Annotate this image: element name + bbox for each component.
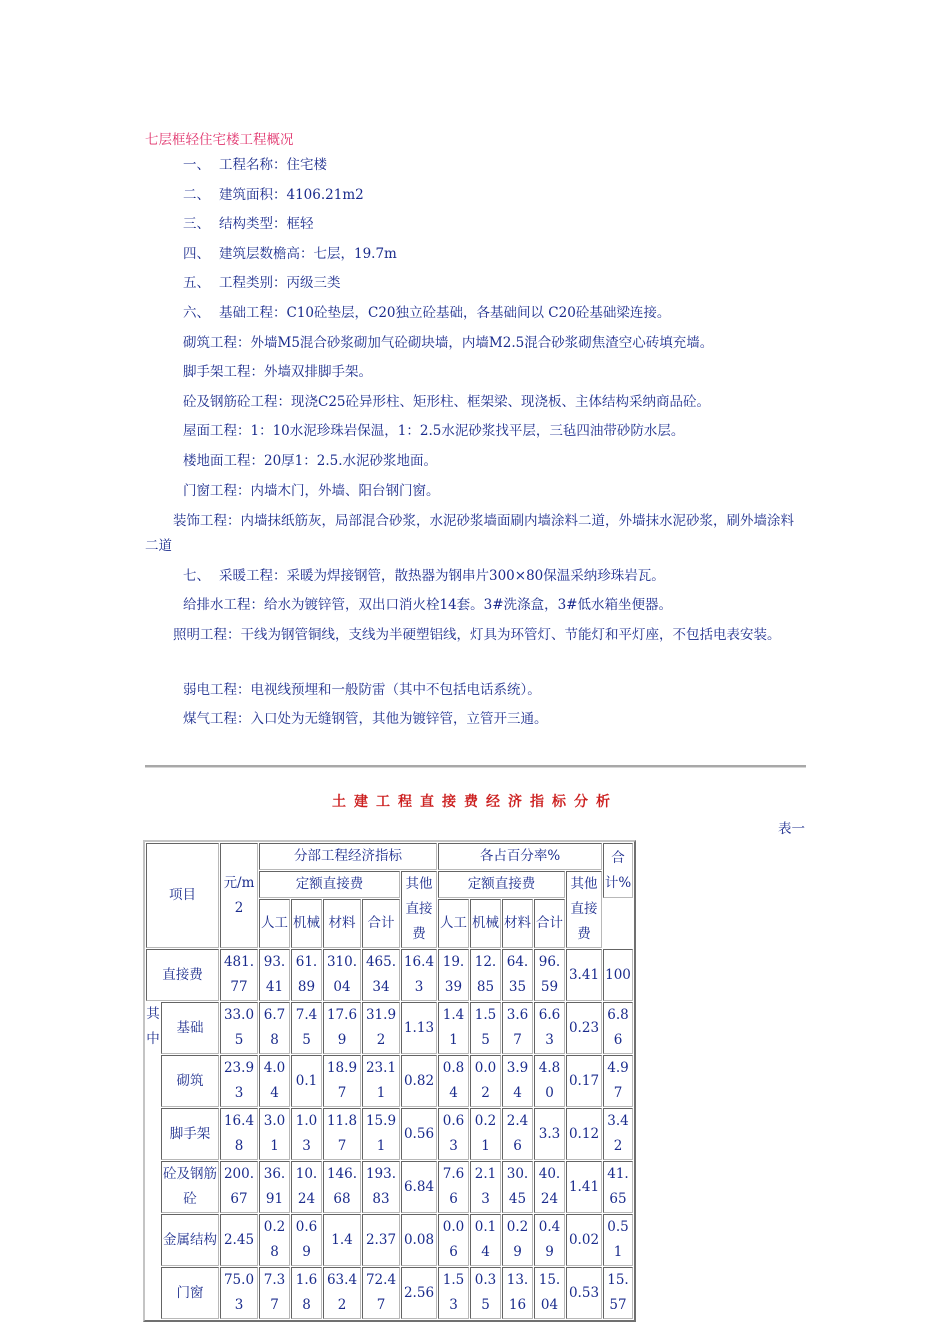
overview-item (145, 331, 805, 356)
table-cell: 4.80 (534, 1055, 565, 1107)
item-text: 照明工程：干线为钢管铜线，支线为半硬塑铝线，灯具为环管灯、节能灯和平灯座，不包括电表安装。 (173, 627, 781, 643)
overview-item (145, 153, 805, 178)
table-cell: 7.66 (438, 1161, 469, 1213)
item-text: 结构类型：框轻 (219, 216, 314, 232)
economic-index-table (143, 840, 636, 1322)
table-cell: 2.45 (220, 1214, 258, 1266)
horizontal-divider (145, 765, 806, 768)
item-text: 工程名称：住宅楼 (219, 157, 327, 173)
row-label: 直接费 (146, 949, 219, 1001)
table-row (146, 1002, 633, 1054)
table-cell: 2.46 (502, 1108, 533, 1160)
table-cell: 6.63 (534, 1002, 565, 1054)
document-title: 七层框轻住宅楼工程概况 (145, 132, 294, 148)
side-label: 其中 (146, 1006, 160, 1047)
table-cell: 465.34 (362, 949, 400, 1001)
table-row (146, 1108, 633, 1160)
table-cell: 3.01 (259, 1108, 290, 1160)
table-cell: 0.56 (401, 1108, 437, 1160)
item-text: 屋面工程：1：10水泥珍珠岩保温，1：2.5水泥砂浆找平层，三毡四油带砂防水层。 (183, 423, 685, 439)
item-number: 三、 (183, 216, 210, 232)
table-cell: 200.67 (220, 1161, 258, 1213)
item-text: 煤气工程：入口处为无缝钢管，其他为镀锌管，立管开三通。 (183, 711, 548, 727)
table-cell: 0.08 (401, 1214, 437, 1266)
table-cell: 0.17 (566, 1055, 602, 1107)
table-cell: 0.69 (291, 1214, 322, 1266)
table-cell: 23.11 (362, 1055, 400, 1107)
table-cell: 13.16 (502, 1267, 533, 1319)
table-cell: 18.97 (323, 1055, 361, 1107)
table-cell: 36.91 (259, 1161, 290, 1213)
table-cell: 6.86 (603, 1002, 633, 1054)
header-machine: 机械 (470, 899, 501, 948)
table-cell: 96.59 (534, 949, 565, 1001)
table-cell: 3.42 (603, 1108, 633, 1160)
table-cell: 0.63 (438, 1108, 469, 1160)
item-text: 建筑层数檐高：七层，19.7m (219, 246, 397, 262)
table-cell: 4.97 (603, 1055, 633, 1107)
table-cell: 7.45 (291, 1002, 322, 1054)
table-cell: 1.53 (438, 1267, 469, 1319)
overview-item (145, 678, 805, 703)
table-reference: 表一 (778, 821, 805, 837)
item-text: 工程类别：丙级三类 (219, 275, 341, 291)
header-labor: 人工 (259, 899, 290, 948)
table-row (146, 949, 633, 1001)
table-cell: 63.42 (323, 1267, 361, 1319)
header-subtotal: 合计 (362, 899, 400, 948)
table-row (146, 1161, 633, 1213)
item-text: 采暖工程：采暖为焊接钢管，散热器为钢串片300×80保温采纳珍珠岩瓦。 (219, 568, 665, 584)
table-cell: 93.41 (259, 949, 290, 1001)
overview-item (145, 360, 805, 385)
overview-item (145, 593, 805, 618)
header-unit: 元/m2 (220, 843, 258, 948)
table-cell: 40.24 (534, 1161, 565, 1213)
item-text: 砌筑工程：外墙M5混合砂浆砌加气砼砌块墙，内墙M2.5混合砂浆砌焦渣空心砖填充墙。 (183, 335, 714, 351)
row-label: 基础 (161, 1002, 219, 1054)
table-cell: 7.37 (259, 1267, 290, 1319)
table-cell: 310.04 (323, 949, 361, 1001)
table-cell: 0.29 (502, 1214, 533, 1266)
table-cell: 1.41 (566, 1161, 602, 1213)
table-cell: 61.89 (291, 949, 322, 1001)
overview-item (145, 419, 805, 444)
table-cell: 6.78 (259, 1002, 290, 1054)
row-label: 砌筑 (161, 1055, 219, 1107)
header-group-index: 分部工程经济指标 (259, 843, 437, 870)
item-number: 二、 (183, 187, 210, 203)
item-text: 给排水工程：给水为镀锌管，双出口消火栓14套。3#洗涤盒，3#低水箱坐便器。 (183, 597, 672, 613)
table-cell: 1.4 (323, 1214, 361, 1266)
table-cell: 146.68 (323, 1161, 361, 1213)
header-labor: 人工 (438, 899, 469, 948)
header-machine: 机械 (291, 899, 322, 948)
item-number: 一、 (183, 157, 210, 173)
table-cell: 2.56 (401, 1267, 437, 1319)
table-cell: 0.12 (566, 1108, 602, 1160)
item-text: 脚手架工程：外墙双排脚手架。 (183, 364, 372, 380)
item-number: 四、 (183, 246, 210, 262)
item-text: 基础工程：C10砼垫层，C20独立砼基础，各基础间以 C20砼基础梁连接。 (219, 305, 671, 321)
table-cell: 3.67 (502, 1002, 533, 1054)
table-cell: 1.55 (470, 1002, 501, 1054)
row-label: 门窗 (161, 1267, 219, 1319)
table-cell: 31.92 (362, 1002, 400, 1054)
header-group-percent: 各占百分率% (438, 843, 602, 870)
item-text: 砼及钢筋砼工程：现浇C25砼异形柱、矩形柱、框架梁、现浇板、主体结构采纳商品砼。 (183, 394, 711, 410)
table-cell: 0.28 (259, 1214, 290, 1266)
table-cell: 12.85 (470, 949, 501, 1001)
item-text: 楼地面工程：20厚1：2.5.水泥砂浆地面。 (183, 453, 438, 469)
header-quota-direct-cost: 定额直接费 (438, 871, 565, 898)
table-cell: 17.69 (323, 1002, 361, 1054)
overview-item (145, 449, 805, 474)
table-cell: 15.91 (362, 1108, 400, 1160)
table-cell: 0.23 (566, 1002, 602, 1054)
overview-item (145, 242, 805, 267)
overview-item (145, 509, 805, 559)
table-cell: 2.13 (470, 1161, 501, 1213)
header-material: 材料 (502, 899, 533, 948)
table-cell: 3.94 (502, 1055, 533, 1107)
table-cell: 0.14 (470, 1214, 501, 1266)
table-cell: 23.93 (220, 1055, 258, 1107)
overview-item (145, 707, 805, 732)
table-cell: 0.53 (566, 1267, 602, 1319)
table-cell: 0.51 (603, 1214, 633, 1266)
table-cell: 30.45 (502, 1161, 533, 1213)
header-subtotal: 合计 (534, 899, 565, 948)
overview-item (145, 390, 805, 415)
table-cell: 15.04 (534, 1267, 565, 1319)
table-cell: 0.1 (291, 1055, 322, 1107)
table-cell: 64.35 (502, 949, 533, 1001)
row-label: 金属结构 (161, 1214, 219, 1266)
table-cell: 16.43 (401, 949, 437, 1001)
table-cell: 33.05 (220, 1002, 258, 1054)
header-quota-direct-cost: 定额直接费 (259, 871, 400, 898)
overview-item (145, 479, 805, 504)
overview-item (145, 301, 805, 326)
table-cell: 41.65 (603, 1161, 633, 1213)
overview-item (145, 183, 805, 208)
overview-item (145, 623, 805, 648)
table-cell: 0.02 (470, 1055, 501, 1107)
overview-item (145, 564, 805, 589)
item-text: 装饰工程：内墙抹纸筋灰，局部混合砂浆，水泥砂浆墙面刷内墙涂料二道，外墙抹水泥砂浆，刷外墙涂料二道 (145, 513, 794, 554)
table-cell: 2.37 (362, 1214, 400, 1266)
item-number: 五、 (183, 275, 210, 291)
table-cell: 0.49 (534, 1214, 565, 1266)
table-cell: 16.48 (220, 1108, 258, 1160)
header-total-percent: 合计% (603, 843, 633, 898)
table-cell: 3.3 (534, 1108, 565, 1160)
header-other-direct-cost: 其他直接费 (401, 871, 437, 948)
item-number: 七、 (183, 568, 210, 584)
table-cell: 0.82 (401, 1055, 437, 1107)
table-cell: 1.41 (438, 1002, 469, 1054)
table-cell: 0.21 (470, 1108, 501, 1160)
table-cell: 0.02 (566, 1214, 602, 1266)
overview-item (145, 271, 805, 296)
item-text: 门窗工程：内墙木门，外墙、阳台钢门窗。 (183, 483, 440, 499)
overview-item (145, 212, 805, 237)
table-cell: 11.87 (323, 1108, 361, 1160)
header-material: 材料 (323, 899, 361, 948)
table-cell: 193.83 (362, 1161, 400, 1213)
table-cell: 15.57 (603, 1267, 633, 1319)
item-number: 六、 (183, 305, 210, 321)
header-item: 项目 (146, 843, 219, 948)
header-blank (603, 899, 633, 948)
table-title: 土建工程直接费经济指标分析 (332, 794, 618, 810)
row-label: 脚手架 (161, 1108, 219, 1160)
table-row (146, 1214, 633, 1266)
table-row (146, 1055, 633, 1107)
item-text: 建筑面积：4106.21m2 (219, 187, 364, 203)
table-cell: 19.39 (438, 949, 469, 1001)
table-cell: 1.13 (401, 1002, 437, 1054)
table-cell: 10.24 (291, 1161, 322, 1213)
table-cell: 3.41 (566, 949, 602, 1001)
table-cell: 0.35 (470, 1267, 501, 1319)
table-cell: 6.84 (401, 1161, 437, 1213)
item-text: 弱电工程：电视线预埋和一般防雷（其中不包括电话系统）。 (183, 682, 541, 698)
table-cell: 4.04 (259, 1055, 290, 1107)
header-other-direct-cost: 其他直接费 (566, 871, 602, 948)
table-cell: 1.68 (291, 1267, 322, 1319)
table-cell: 1.03 (291, 1108, 322, 1160)
table-cell: 481.77 (220, 949, 258, 1001)
table-cell: 72.47 (362, 1267, 400, 1319)
table-cell: 100 (603, 949, 633, 1001)
table-cell: 0.06 (438, 1214, 469, 1266)
table-cell: 75.03 (220, 1267, 258, 1319)
row-label: 砼及钢筋砼 (161, 1161, 219, 1213)
table-cell: 0.84 (438, 1055, 469, 1107)
table-row (146, 1267, 633, 1319)
